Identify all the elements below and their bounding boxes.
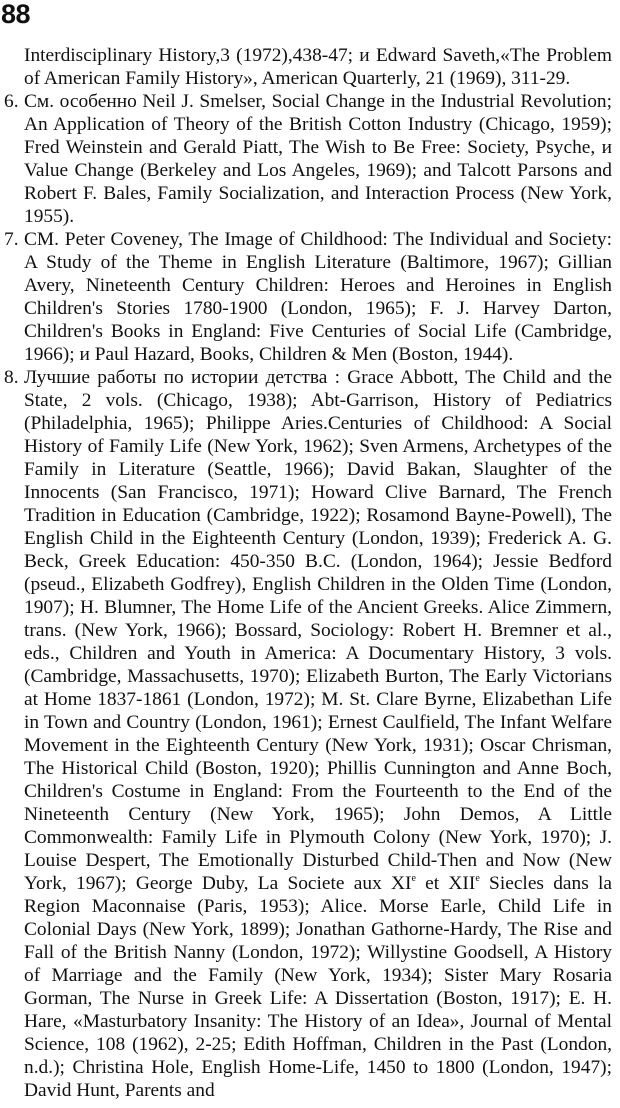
- footnotes-list: [0, 44, 620, 1102]
- footnote-number: 7.: [4, 229, 19, 250]
- footnote-text-part-3: Siecles dans la Region Maconnaise (Paris, 1953); Alice. Morse Earle, Child Life in Colonial Days (New York, 1899); Jonathan Gathorne-Hardy, The Rise and Fall of the British Nanny (London, 1972); Willystine Goodsell, A History of Marriage and the Family (New York, 1934); Sister Mary Rosaria Gorman, The Nurse in Greek Life: A Dissertation (Boston, 1917); E. H. Hare, «Masturbatory Insanity: The History of an Idea», Journal of Mental Science, 108 (1962), 2-25; Edith Hoffman, Children in the Past (London, n.d.); Christina Hole, English Home-Life, 1450 to 1800 (London, 1947); David Hunt, Parents and: [24, 873, 612, 1101]
- footnote-text-part-2: et XII: [415, 873, 476, 894]
- superscript-e: e: [475, 873, 480, 884]
- footnote-number: 6.: [4, 91, 19, 112]
- page-number: 88: [1, 0, 31, 29]
- footnote-7: [0, 228, 620, 366]
- footnote-text: СМ. Peter Coveney, The Image of Childhood: The Individual and Society: A Study of the Theme in English Literature (Baltimore, 1967); Gillian Avery, Nineteenth Century Children: Heroes and Heroines in English Children's Stories 1780-1900 (London, 1965); F. J. Harvey Darton, Children's Books in England: Five Centuries of Social Life (Cambridge, 1966); и Paul Hazard, Books, Children & Men (Boston, 1944).: [24, 229, 612, 365]
- footnote-text-part-1: Лучшие работы по истории детства : Grace Abbott, The Child and the State, 2 vols. (Chicago, 1938); Abt-Garrison, History of Pediatrics (Philadelphia, 1965); Philippe Aries.Centuries of Childhood: A Social History of Family Life (New York, 1962); Sven Armens, Archetypes of the Family in Literature (Seattle, 1966); David Bakan, Slaughter of the Innocents (San Francisco, 1971); Howard Clive Barnard, The French Tradition in Education (Cambridge, 1922); Rosamond Bayne-Powell), The English Child in the Eighteenth Century (London, 1939); Frederick A. G. Beck, Greek Education: 450-350 B.C. (London, 1964); Jessie Bedford (pseud., Elizabeth Godfrey), English Children in the Olden Time (London, 1907); H. Blumner, The Home Life of the Ancient Greeks. Alice Zimmern, trans. (New York, 1966); Bossard, Sociology: Robert H. Bremner et al., eds., Children and Youth in America: A Documentary History, 3 vols. (Cambridge, Massachusetts, 1970); Elizabeth Burton, The Early Victorians at Home 1837-1861 (London, 1972); M. St. Clare Byrne, Elizabethan Life in Town and Country (London, 1961); Ernest Caulfield, The Infant Welfare Movement in the Eighteenth Century (New York, 1931); Oscar Chrisman, The Historical Child (Boston, 1920); Phillis Cunnington and Anne Boch, Children's Costume in England: From the Fourteenth to the End of the Nineteenth Century (New York, 1965); John Demos, A Little Commonwealth: Family Life in Plymouth Colony (New York, 1970); J. Louise Despert, The Emotionally Disturbed Child-Then and Now (New York, 1967); George Duby, La Societe aux XI: [24, 367, 612, 894]
- footnote-text: См. особенно Neil J. Smelser, Social Change in the Industrial Revolution; An Application of Theory of the British Cotton Industry (Chicago, 1959); Fred Weinstein and Gerald Piatt, The Wish to Be Free: Society, Psyche, и Value Change (Berkeley and Los Angeles, 1969); and Talcott Parsons and Robert F. Bales, Family Socialization, and Interaction Process (New York, 1955).: [24, 91, 612, 227]
- footnote-continued: [0, 44, 620, 90]
- footnote-6: [0, 90, 620, 228]
- footnote-number: 8.: [4, 367, 19, 388]
- superscript-e: e: [411, 873, 416, 884]
- footnote-8: [0, 366, 620, 1102]
- footnote-text: Interdisciplinary History,3 (1972),438-47; и Edward Saveth,«The Problem of American Family History», American Quarterly, 21 (1969), 311-29.: [24, 45, 612, 89]
